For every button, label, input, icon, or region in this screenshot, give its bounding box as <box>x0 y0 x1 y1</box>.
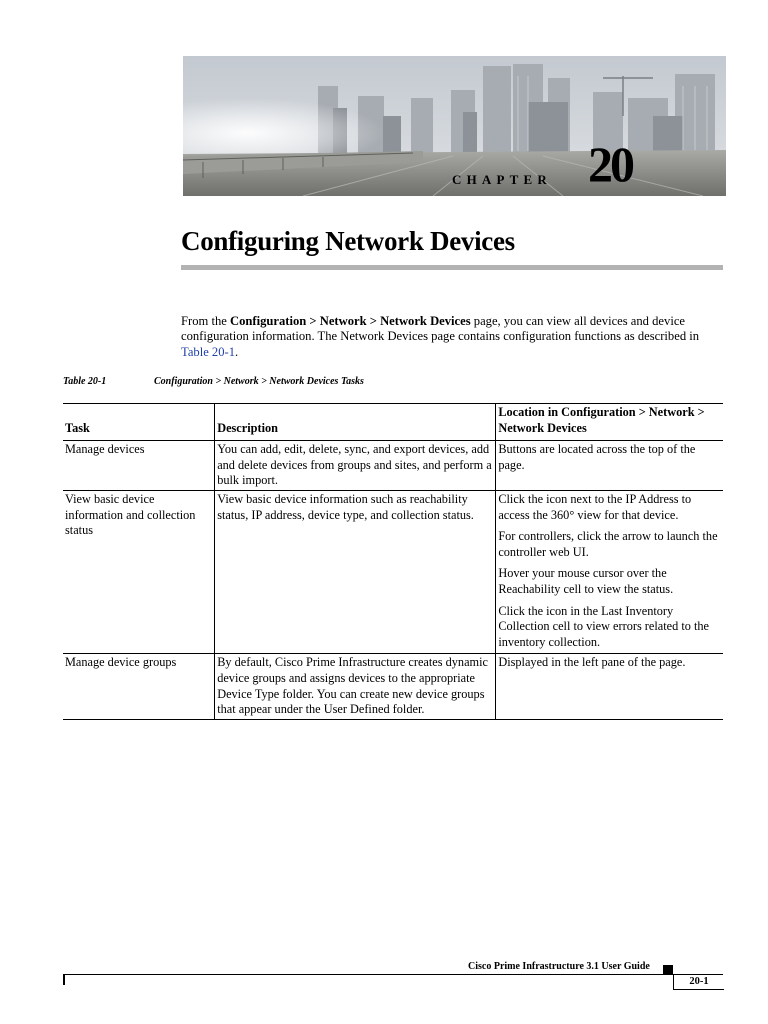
location-text: Displayed in the left pane of the page. <box>498 655 686 670</box>
table-reference-link[interactable]: Table 20-1 <box>181 344 236 359</box>
location-cell <box>496 654 723 719</box>
task-cell: View basic device information and collection status <box>63 490 215 653</box>
table-caption <box>63 376 364 387</box>
location-text: Hover your mouse cursor over the Reachability cell to view the status. <box>498 566 674 596</box>
title-divider <box>181 265 723 270</box>
header-task: Task <box>63 404 215 441</box>
description-cell: You can add, edit, delete, sync, and export devices, add and delete devices from groups and sites, and perform a bulk import. <box>215 441 496 491</box>
intro-suffix: . <box>235 344 239 359</box>
description-cell: By default, Cisco Prime Infrastructure creates dynamic device groups and assigns devices to the appropriate Device Type folder. You can create new device groups that appear under the User Defined folder. <box>215 654 496 719</box>
table-caption-title: Configuration > Network > Network Devices Tasks <box>154 376 364 387</box>
table-row <box>63 441 723 491</box>
header-location: Location in Configuration > Network > Network Devices <box>496 404 723 441</box>
table-caption-number: Table 20-1 <box>63 376 107 387</box>
footer-guide-title: Cisco Prime Infrastructure 3.1 User Guide <box>468 961 650 972</box>
footer-rule <box>63 974 723 975</box>
chapter-number: 20 <box>588 136 632 192</box>
task-cell: Manage device groups <box>63 654 215 719</box>
location-text: Click the icon next to the IP Address to access the 360° view for that device. <box>498 491 692 522</box>
task-cell: Manage devices <box>63 441 215 491</box>
intro-prefix: From the <box>181 314 230 328</box>
table-header-row <box>63 404 723 441</box>
intro-body: page, you can view all devices and device configuration information. The Network Devices page contains configuration functions as described in <box>181 314 700 344</box>
table-row <box>63 654 723 719</box>
description-cell: View basic device information such as reachability status, IP address, device type, and collection status. <box>215 490 496 653</box>
table-row <box>63 490 723 653</box>
location-cell <box>496 490 723 653</box>
footer-tick <box>63 974 65 985</box>
location-cell <box>496 441 723 491</box>
location-text: Buttons are located across the top of the page. <box>498 442 696 472</box>
footer-marker <box>663 965 673 974</box>
chapter-label: CHAPTER <box>452 172 552 187</box>
location-text: For controllers, click the arrow to launch the controller web UI. <box>498 529 718 559</box>
network-devices-tasks-table <box>63 403 723 720</box>
header-description: Description <box>215 404 496 441</box>
intro-menu-path: Configuration > Network > Network Devices <box>229 314 471 328</box>
page-number: 20-1 <box>673 974 724 990</box>
intro-paragraph <box>181 314 726 360</box>
location-text: Click the icon in the Last Inventory Collection cell to view errors related to the inventory collection. <box>498 603 709 649</box>
page-title: Configuring Network Devices <box>181 226 515 256</box>
